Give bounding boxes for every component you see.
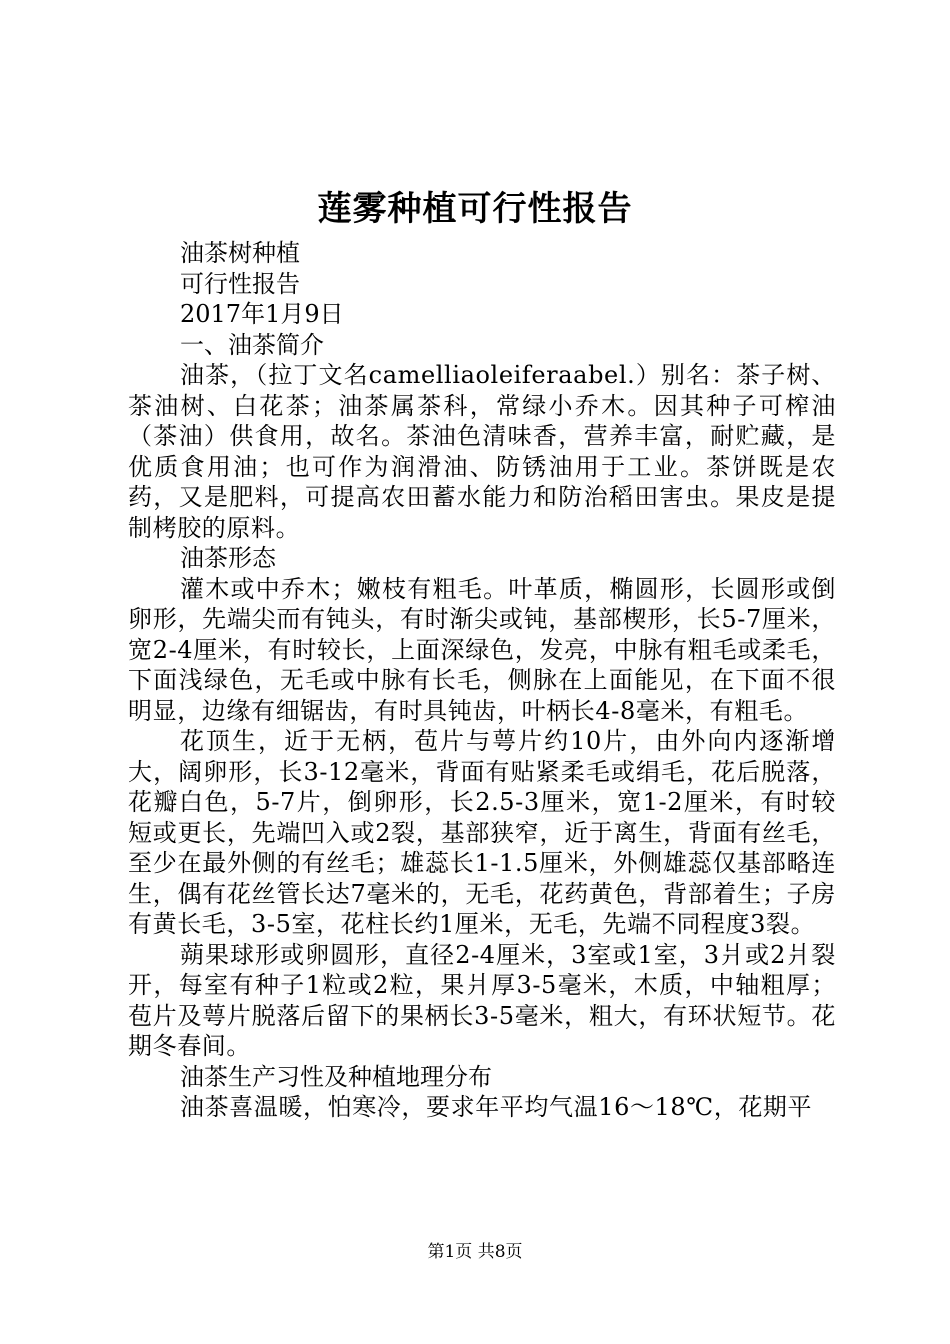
fruit-paragraph: 蒴果球形或卵圆形，直径2-4厘米，3室或1室，3爿或2爿裂开，每室有种子1粒或2粒，果爿厚3-5毫米，木质，中轴粗厚；苞片及萼片脱落后留下的果柄长3-5毫米，粗大，有环状短节。花期冬春间。 <box>128 940 836 1060</box>
leaves-paragraph: 灌木或中乔木；嫩枝有粗毛。叶革质，椭圆形，长圆形或倒卵形，先端尖而有钝头，有时渐尖或钝，基部楔形，长5-7厘米，宽2-4厘米，有时较长，上面深绿色，发亮，中脉有粗毛或柔毛，下面浅绿色，无毛或中脉有长毛，侧脉在上面能见，在下面不很明显，边缘有细锯齿，有时具钝齿，叶柄长4-8毫米，有粗毛。 <box>128 574 836 725</box>
intro-paragraph: 油茶，（拉丁文名camelliaoleiferaabel.）别名：茶子树、茶油树、白花茶；油茶属茶科，常绿小乔木。因其种子可榨油（茶油）供食用，故名。茶油色清味香，营养丰富，耐贮藏，是优质食用油；也可作为润滑油、防锈油用于工业。茶饼既是农药，又是肥料，可提高农田蓄水能力和防治稻田害虫。果皮是提制栲胶的原料。 <box>128 361 836 542</box>
climate-paragraph: 油茶喜温暖，怕寒冷，要求年平均气温16～18℃，花期平 <box>180 1093 813 1121</box>
morphology-heading: 油茶形态 <box>180 544 276 572</box>
document-body <box>128 238 836 1123</box>
section-heading: 一、油茶简介 <box>180 330 324 359</box>
subtitle-line: 可行性报告 <box>180 269 300 298</box>
date-line: 2017年1月9日 <box>180 300 344 328</box>
flowers-paragraph: 花顶生，近于无柄，苞片与萼片约10片，由外向内逐渐增大，阔卵形，长3-12毫米，背面有贴紧柔毛或绢毛，花后脱落，花瓣白色，5-7片，倒卵形，长2.5-3厘米，宽1-2厘米，有时较短或更长，先端凹入或2裂，基部狭窄，近于离生，背面有丝毛，至少在最外侧的有丝毛；雄蕊长1-1.5厘米，外侧雄蕊仅基部略连生，偶有花丝管长达7毫米的，无毛，花药黄色，背部着生；子房有黄长毛，3-5室，花柱长约1厘米，无毛，先端不同程度3裂。 <box>128 727 836 938</box>
habit-heading: 油茶生产习性及种植地理分布 <box>180 1062 492 1091</box>
subtitle-line: 油茶树种植 <box>180 239 300 267</box>
page-footer: 第1页 共8页 <box>427 1242 523 1262</box>
document-title: 莲雾种植可行性报告 <box>317 189 633 229</box>
